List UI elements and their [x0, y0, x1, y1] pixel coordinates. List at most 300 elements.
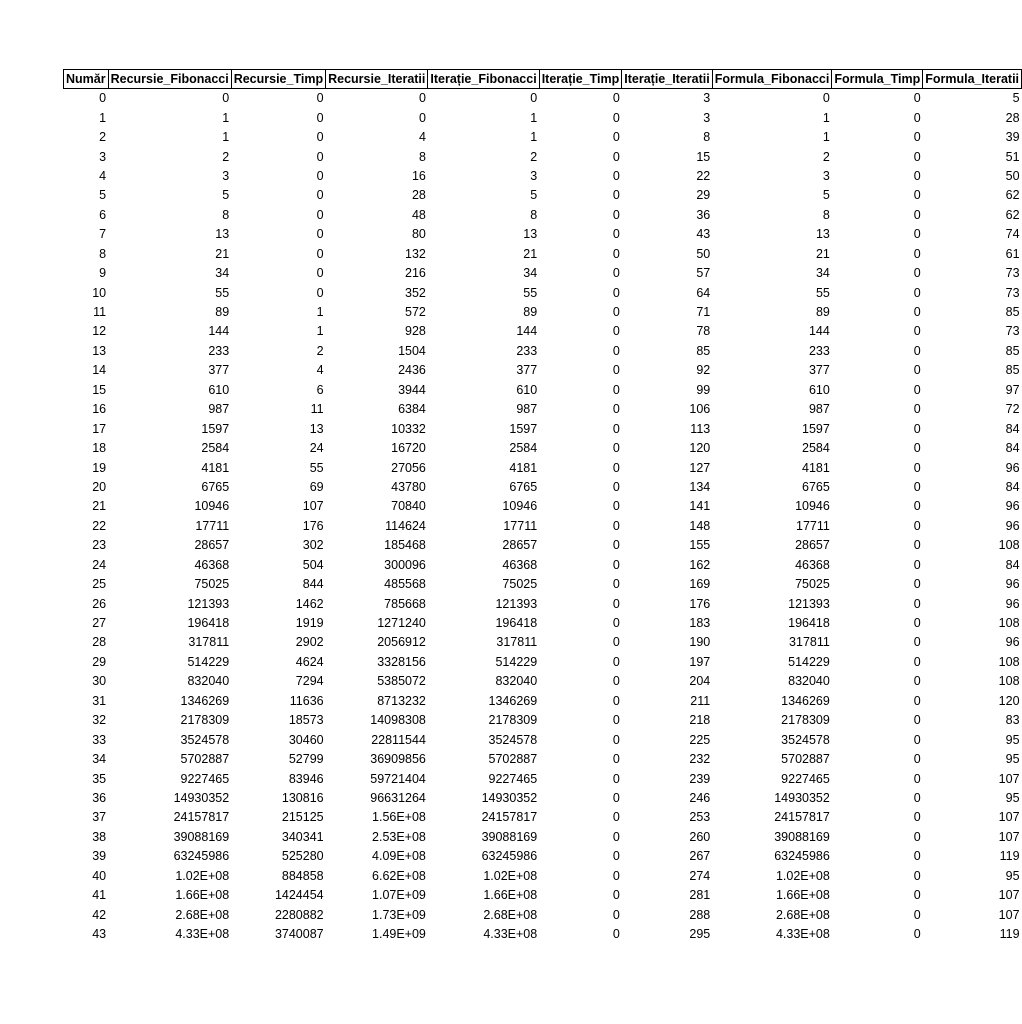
- table-cell[interactable]: 1.07E+09: [372, 888, 426, 903]
- table-cell[interactable]: 987: [516, 402, 538, 417]
- table-cell[interactable]: 0: [612, 285, 620, 300]
- table-cell[interactable]: 216: [405, 266, 426, 281]
- table-cell[interactable]: 84: [1005, 479, 1020, 494]
- table-cell[interactable]: 59721404: [370, 771, 426, 786]
- table-cell[interactable]: 0: [913, 285, 921, 300]
- table-cell[interactable]: 0: [822, 91, 830, 106]
- table-cell[interactable]: 485568: [384, 577, 426, 592]
- table-cell[interactable]: 121393: [495, 596, 538, 611]
- table-cell[interactable]: 1597: [201, 421, 230, 436]
- table-cell[interactable]: 39088169: [481, 829, 538, 844]
- table-cell[interactable]: 0: [612, 91, 620, 106]
- table-cell[interactable]: 246: [689, 790, 711, 805]
- table-cell[interactable]: 0: [612, 402, 620, 417]
- table-cell[interactable]: 50: [1005, 168, 1020, 183]
- table-cell[interactable]: 63245986: [481, 849, 538, 864]
- table-cell[interactable]: 0: [612, 635, 620, 650]
- table-cell[interactable]: 0: [913, 188, 921, 203]
- table-cell[interactable]: 39088169: [173, 829, 230, 844]
- table-cell[interactable]: 0: [316, 91, 324, 106]
- table-cell[interactable]: 24157817: [481, 810, 538, 825]
- table-cell[interactable]: 0: [913, 635, 921, 650]
- table-cell[interactable]: 1: [530, 110, 538, 125]
- table-cell[interactable]: 83: [1005, 713, 1020, 728]
- table-cell[interactable]: 2.68E+08: [775, 907, 830, 922]
- table-cell[interactable]: 7: [99, 227, 107, 242]
- table-cell[interactable]: 34: [815, 266, 830, 281]
- table-cell[interactable]: 5702887: [488, 752, 538, 767]
- table-cell[interactable]: 1504: [398, 343, 426, 358]
- table-cell[interactable]: 0: [612, 927, 620, 942]
- table-cell[interactable]: 0: [612, 810, 620, 825]
- table-cell[interactable]: 1462: [295, 596, 324, 611]
- table-cell[interactable]: 95: [1005, 732, 1020, 747]
- table-cell[interactable]: 41: [92, 888, 107, 903]
- table-cell[interactable]: 0: [612, 207, 620, 222]
- table-cell[interactable]: 572: [405, 305, 426, 320]
- table-cell[interactable]: 119: [999, 927, 1020, 942]
- table-cell[interactable]: 1346269: [781, 693, 830, 708]
- table-cell[interactable]: 43780: [391, 479, 426, 494]
- table-cell[interactable]: 43: [696, 227, 711, 242]
- table-cell[interactable]: 0: [913, 149, 921, 164]
- table-cell[interactable]: 25: [92, 577, 107, 592]
- table-cell[interactable]: 4: [99, 168, 107, 183]
- table-cell[interactable]: 0: [913, 460, 921, 475]
- table-cell[interactable]: 317811: [496, 635, 538, 650]
- table-cell[interactable]: 3740087: [274, 927, 324, 942]
- table-cell[interactable]: 0: [612, 168, 620, 183]
- header-cell-iteratie-iteratii[interactable]: Iterație_Iteratii: [622, 70, 712, 89]
- table-cell[interactable]: 0: [612, 479, 620, 494]
- table-cell[interactable]: 4: [418, 130, 426, 145]
- table-cell[interactable]: 204: [689, 674, 711, 689]
- table-cell[interactable]: 0: [612, 693, 620, 708]
- table-cell[interactable]: 196418: [187, 616, 230, 631]
- table-cell[interactable]: 2584: [201, 441, 230, 456]
- table-cell[interactable]: 97: [1005, 382, 1020, 397]
- table-cell[interactable]: 832040: [788, 674, 830, 689]
- table-cell[interactable]: 28: [1005, 110, 1020, 125]
- table-cell[interactable]: 0: [913, 538, 921, 553]
- table-cell[interactable]: 183: [689, 616, 711, 631]
- table-cell[interactable]: 0: [913, 790, 921, 805]
- table-cell[interactable]: 233: [516, 343, 538, 358]
- table-cell[interactable]: 13: [523, 227, 538, 242]
- table-cell[interactable]: 51: [1005, 149, 1020, 164]
- table-cell[interactable]: 9227465: [488, 771, 538, 786]
- table-cell[interactable]: 114624: [385, 518, 426, 533]
- table-cell[interactable]: 62: [1005, 188, 1020, 203]
- table-cell[interactable]: 0: [612, 382, 620, 397]
- table-cell[interactable]: 134: [689, 479, 711, 494]
- table-cell[interactable]: 0: [913, 888, 921, 903]
- table-cell[interactable]: 0: [316, 266, 324, 281]
- table-cell[interactable]: 0: [913, 382, 921, 397]
- table-cell[interactable]: 0: [612, 654, 620, 669]
- table-cell[interactable]: 514229: [788, 654, 830, 669]
- table-cell[interactable]: 107: [998, 907, 1020, 922]
- table-cell[interactable]: 0: [316, 110, 324, 125]
- table-cell[interactable]: 8: [418, 149, 426, 164]
- table-cell[interactable]: 29: [92, 654, 107, 669]
- table-cell[interactable]: 211: [690, 693, 711, 708]
- table-cell[interactable]: 73: [1005, 324, 1020, 339]
- table-cell[interactable]: 1: [222, 130, 230, 145]
- table-cell[interactable]: 16: [411, 168, 426, 183]
- table-cell[interactable]: 4181: [201, 460, 230, 475]
- table-cell[interactable]: 95: [1005, 790, 1020, 805]
- table-cell[interactable]: 0: [913, 110, 921, 125]
- table-cell[interactable]: 23: [92, 538, 107, 553]
- table-cell[interactable]: 27: [92, 616, 107, 631]
- table-cell[interactable]: 96: [1005, 596, 1020, 611]
- table-cell[interactable]: 144: [208, 324, 230, 339]
- table-cell[interactable]: 39: [92, 849, 107, 864]
- table-cell[interactable]: 21: [523, 246, 538, 261]
- table-cell[interactable]: 48: [411, 207, 426, 222]
- table-cell[interactable]: 0: [913, 616, 921, 631]
- table-cell[interactable]: 8: [822, 207, 830, 222]
- table-cell[interactable]: 27056: [391, 460, 426, 475]
- table-cell[interactable]: 4.09E+08: [372, 849, 426, 864]
- table-cell[interactable]: 0: [612, 343, 620, 358]
- table-cell[interactable]: 5: [1012, 91, 1020, 106]
- table-cell[interactable]: 0: [222, 91, 230, 106]
- table-cell[interactable]: 99: [696, 382, 711, 397]
- table-cell[interactable]: 14: [92, 363, 107, 378]
- table-cell[interactable]: 28657: [502, 538, 538, 553]
- table-cell[interactable]: 1.02E+08: [775, 868, 830, 883]
- table-cell[interactable]: 0: [612, 849, 620, 864]
- table-cell[interactable]: 274: [689, 868, 711, 883]
- table-cell[interactable]: 2056912: [377, 635, 426, 650]
- table-cell[interactable]: 0: [612, 188, 620, 203]
- table-cell[interactable]: 1: [222, 110, 230, 125]
- table-cell[interactable]: 75025: [502, 577, 538, 592]
- table-cell[interactable]: 377: [208, 363, 230, 378]
- table-cell[interactable]: 0: [913, 907, 921, 922]
- table-cell[interactable]: 8: [530, 207, 538, 222]
- table-cell[interactable]: 55: [523, 285, 538, 300]
- table-cell[interactable]: 525280: [281, 849, 324, 864]
- table-cell[interactable]: 107: [998, 888, 1020, 903]
- table-cell[interactable]: 8713232: [377, 693, 426, 708]
- table-cell[interactable]: 108: [998, 674, 1020, 689]
- table-cell[interactable]: 108: [998, 616, 1020, 631]
- table-cell[interactable]: 92: [696, 363, 711, 378]
- table-cell[interactable]: 6765: [802, 479, 830, 494]
- table-cell[interactable]: 18573: [288, 713, 324, 728]
- table-cell[interactable]: 2178309: [180, 713, 230, 728]
- table-cell[interactable]: 0: [913, 518, 921, 533]
- table-cell[interactable]: 3328156: [377, 654, 426, 669]
- table-cell[interactable]: 2: [822, 149, 830, 164]
- table-cell[interactable]: 0: [612, 596, 620, 611]
- table-cell[interactable]: 610: [208, 382, 230, 397]
- table-cell[interactable]: 2584: [802, 441, 830, 456]
- header-cell-recursie-fibonacci[interactable]: Recursie_Fibonacci: [108, 70, 231, 89]
- table-cell[interactable]: 0: [612, 246, 620, 261]
- table-cell[interactable]: 0: [913, 441, 921, 456]
- table-cell[interactable]: 987: [808, 402, 830, 417]
- table-cell[interactable]: 196418: [788, 616, 830, 631]
- table-cell[interactable]: 4.33E+08: [775, 927, 830, 942]
- table-cell[interactable]: 0: [913, 829, 921, 844]
- table-cell[interactable]: 1: [316, 324, 324, 339]
- table-cell[interactable]: 0: [913, 130, 921, 145]
- table-cell[interactable]: 108: [998, 538, 1020, 553]
- table-cell[interactable]: 514229: [495, 654, 538, 669]
- table-cell[interactable]: 4.33E+08: [483, 927, 538, 942]
- table-cell[interactable]: 46368: [795, 557, 830, 572]
- table-cell[interactable]: 42: [92, 907, 107, 922]
- table-cell[interactable]: 17: [92, 421, 107, 436]
- header-cell-recursie-iteratii[interactable]: Recursie_Iteratii: [326, 70, 428, 89]
- table-cell[interactable]: 8: [99, 246, 107, 261]
- table-cell[interactable]: 0: [913, 868, 921, 883]
- table-cell[interactable]: 6765: [509, 479, 538, 494]
- table-cell[interactable]: 107: [998, 810, 1020, 825]
- table-cell[interactable]: 0: [612, 266, 620, 281]
- table-cell[interactable]: 29: [696, 188, 711, 203]
- table-cell[interactable]: 8: [222, 207, 230, 222]
- table-cell[interactable]: 15: [696, 149, 711, 164]
- table-cell[interactable]: 13: [815, 227, 830, 242]
- table-cell[interactable]: 83946: [288, 771, 324, 786]
- header-cell-recursie-timp[interactable]: Recursie_Timp: [231, 70, 325, 89]
- table-cell[interactable]: 1346269: [488, 693, 538, 708]
- table-cell[interactable]: 36: [696, 207, 711, 222]
- table-cell[interactable]: 55: [215, 285, 230, 300]
- table-cell[interactable]: 2: [316, 343, 324, 358]
- table-cell[interactable]: 22: [92, 518, 107, 533]
- table-cell[interactable]: 162: [689, 557, 711, 572]
- header-cell-iteratie-timp[interactable]: Iterație_Timp: [539, 70, 622, 89]
- table-cell[interactable]: 57: [696, 266, 711, 281]
- table-cell[interactable]: 4: [316, 363, 324, 378]
- table-cell[interactable]: 28: [92, 635, 107, 650]
- table-cell[interactable]: 0: [316, 168, 324, 183]
- table-cell[interactable]: 148: [689, 518, 711, 533]
- table-cell[interactable]: 141: [689, 499, 711, 514]
- table-cell[interactable]: 0: [913, 207, 921, 222]
- table-cell[interactable]: 72: [1005, 402, 1020, 417]
- table-cell[interactable]: 22: [696, 168, 711, 183]
- table-cell[interactable]: 64: [696, 285, 711, 300]
- table-cell[interactable]: 0: [612, 771, 620, 786]
- table-cell[interactable]: 0: [316, 149, 324, 164]
- table-cell[interactable]: 0: [612, 110, 620, 125]
- header-cell-iteratie-fibonacci[interactable]: Iterație_Fibonacci: [428, 70, 539, 89]
- table-cell[interactable]: 0: [612, 538, 620, 553]
- table-cell[interactable]: 3524578: [488, 732, 538, 747]
- table-cell[interactable]: 232: [689, 752, 711, 767]
- table-cell[interactable]: 85: [1005, 305, 1020, 320]
- table-cell[interactable]: 63245986: [173, 849, 230, 864]
- table-cell[interactable]: 0: [612, 674, 620, 689]
- table-cell[interactable]: 0: [612, 499, 620, 514]
- table-cell[interactable]: 95: [1005, 752, 1020, 767]
- table-cell[interactable]: 1346269: [180, 693, 230, 708]
- table-cell[interactable]: 0: [913, 305, 921, 320]
- table-cell[interactable]: 0: [913, 771, 921, 786]
- table-cell[interactable]: 0: [612, 713, 620, 728]
- table-cell[interactable]: 0: [913, 577, 921, 592]
- table-cell[interactable]: 1.49E+09: [372, 927, 426, 942]
- table-cell[interactable]: 28657: [795, 538, 830, 553]
- table-cell[interactable]: 185468: [384, 538, 426, 553]
- table-cell[interactable]: 34: [92, 752, 107, 767]
- table-cell[interactable]: 610: [516, 382, 538, 397]
- table-cell[interactable]: 0: [612, 829, 620, 844]
- table-cell[interactable]: 34: [523, 266, 538, 281]
- table-cell[interactable]: 9: [99, 266, 107, 281]
- table-cell[interactable]: 2280882: [274, 907, 324, 922]
- table-cell[interactable]: 2178309: [488, 713, 538, 728]
- table-cell[interactable]: 2902: [295, 635, 324, 650]
- table-cell[interactable]: 12: [92, 324, 107, 339]
- table-cell[interactable]: 2436: [398, 363, 426, 378]
- table-cell[interactable]: 78: [696, 324, 711, 339]
- table-cell[interactable]: 0: [418, 91, 426, 106]
- table-cell[interactable]: 5: [530, 188, 538, 203]
- table-cell[interactable]: 40: [92, 868, 107, 883]
- table-cell[interactable]: 340341: [281, 829, 324, 844]
- table-cell[interactable]: 39088169: [774, 829, 830, 844]
- table-cell[interactable]: 36909856: [370, 752, 426, 767]
- table-cell[interactable]: 106: [689, 402, 711, 417]
- table-cell[interactable]: 176: [689, 596, 711, 611]
- table-cell[interactable]: 0: [316, 285, 324, 300]
- table-cell[interactable]: 39: [1005, 130, 1020, 145]
- table-cell[interactable]: 281: [689, 888, 711, 903]
- table-cell[interactable]: 55: [309, 460, 324, 475]
- table-cell[interactable]: 108: [998, 654, 1020, 669]
- table-cell[interactable]: 73: [1005, 266, 1020, 281]
- table-cell[interactable]: 0: [913, 654, 921, 669]
- table-cell[interactable]: 2.68E+08: [483, 907, 538, 922]
- table-cell[interactable]: 1.66E+08: [175, 888, 230, 903]
- table-cell[interactable]: 2: [222, 149, 230, 164]
- table-cell[interactable]: 22811544: [371, 732, 426, 747]
- table-cell[interactable]: 1597: [802, 421, 830, 436]
- table-cell[interactable]: 96: [1005, 499, 1020, 514]
- table-cell[interactable]: 239: [689, 771, 711, 786]
- table-cell[interactable]: 0: [612, 518, 620, 533]
- table-cell[interactable]: 9227465: [781, 771, 830, 786]
- table-cell[interactable]: 14930352: [481, 790, 538, 805]
- table-cell[interactable]: 7294: [295, 674, 324, 689]
- table-cell[interactable]: 13: [215, 227, 230, 242]
- table-cell[interactable]: 0: [530, 91, 538, 106]
- table-cell[interactable]: 17711: [796, 518, 830, 533]
- table-cell[interactable]: 5: [222, 188, 230, 203]
- table-cell[interactable]: 10946: [194, 499, 230, 514]
- table-cell[interactable]: 35: [92, 771, 107, 786]
- table-cell[interactable]: 197: [689, 654, 711, 669]
- table-cell[interactable]: 2.68E+08: [175, 907, 230, 922]
- table-cell[interactable]: 69: [309, 479, 324, 494]
- table-cell[interactable]: 5702887: [180, 752, 230, 767]
- table-cell[interactable]: 13: [309, 421, 324, 436]
- table-cell[interactable]: 6.62E+08: [372, 868, 426, 883]
- table-cell[interactable]: 514229: [187, 654, 230, 669]
- table-cell[interactable]: 0: [913, 927, 921, 942]
- table-cell[interactable]: 0: [913, 674, 921, 689]
- table-cell[interactable]: 1.66E+08: [775, 888, 830, 903]
- table-cell[interactable]: 233: [808, 343, 830, 358]
- table-cell[interactable]: 1: [99, 110, 107, 125]
- table-cell[interactable]: 1: [316, 305, 324, 320]
- table-cell[interactable]: 1597: [509, 421, 538, 436]
- table-cell[interactable]: 85: [1005, 343, 1020, 358]
- table-cell[interactable]: 11: [310, 402, 324, 417]
- table-cell[interactable]: 0: [913, 810, 921, 825]
- table-cell[interactable]: 96: [1005, 635, 1020, 650]
- table-cell[interactable]: 62: [1005, 207, 1020, 222]
- table-cell[interactable]: 21: [215, 246, 230, 261]
- table-cell[interactable]: 0: [913, 421, 921, 436]
- table-cell[interactable]: 0: [418, 110, 426, 125]
- table-cell[interactable]: 37: [92, 810, 107, 825]
- table-cell[interactable]: 120: [689, 441, 711, 456]
- table-cell[interactable]: 0: [612, 752, 620, 767]
- table-cell[interactable]: 1: [530, 130, 538, 145]
- table-cell[interactable]: 96: [1005, 518, 1020, 533]
- table-cell[interactable]: 75025: [194, 577, 230, 592]
- table-cell[interactable]: 0: [612, 149, 620, 164]
- table-cell[interactable]: 28657: [194, 538, 230, 553]
- table-cell[interactable]: 107: [302, 499, 324, 514]
- table-cell[interactable]: 1.02E+08: [483, 868, 538, 883]
- table-cell[interactable]: 0: [612, 324, 620, 339]
- table-cell[interactable]: 1: [822, 110, 830, 125]
- table-cell[interactable]: 0: [913, 402, 921, 417]
- table-cell[interactable]: 352: [405, 285, 426, 300]
- table-cell[interactable]: 24: [309, 441, 324, 456]
- table-cell[interactable]: 38: [92, 829, 107, 844]
- table-cell[interactable]: 6765: [201, 479, 230, 494]
- table-cell[interactable]: 0: [913, 849, 921, 864]
- table-cell[interactable]: 0: [612, 557, 620, 572]
- table-cell[interactable]: 46368: [502, 557, 538, 572]
- table-cell[interactable]: 31: [92, 693, 107, 708]
- table-cell[interactable]: 144: [808, 324, 830, 339]
- table-cell[interactable]: 85: [1005, 363, 1020, 378]
- table-cell[interactable]: 215125: [281, 810, 324, 825]
- table-cell[interactable]: 43: [92, 927, 107, 942]
- table-cell[interactable]: 52799: [288, 752, 324, 767]
- table-cell[interactable]: 0: [612, 790, 620, 805]
- table-cell[interactable]: 504: [302, 557, 324, 572]
- header-cell-formula-iteratii[interactable]: Formula_Iteratii: [923, 70, 1022, 89]
- table-cell[interactable]: 20: [92, 479, 107, 494]
- table-cell[interactable]: 6384: [398, 402, 426, 417]
- table-cell[interactable]: 0: [612, 460, 620, 475]
- table-cell[interactable]: 24157817: [774, 810, 830, 825]
- table-cell[interactable]: 785668: [384, 596, 426, 611]
- table-cell[interactable]: 10: [92, 285, 107, 300]
- table-cell[interactable]: 928: [405, 324, 426, 339]
- table-cell[interactable]: 0: [913, 91, 921, 106]
- table-cell[interactable]: 295: [689, 927, 711, 942]
- table-cell[interactable]: 71: [696, 305, 711, 320]
- table-cell[interactable]: 317811: [789, 635, 830, 650]
- table-cell[interactable]: 0: [913, 752, 921, 767]
- table-cell[interactable]: 2: [99, 130, 107, 145]
- table-cell[interactable]: 1424454: [274, 888, 324, 903]
